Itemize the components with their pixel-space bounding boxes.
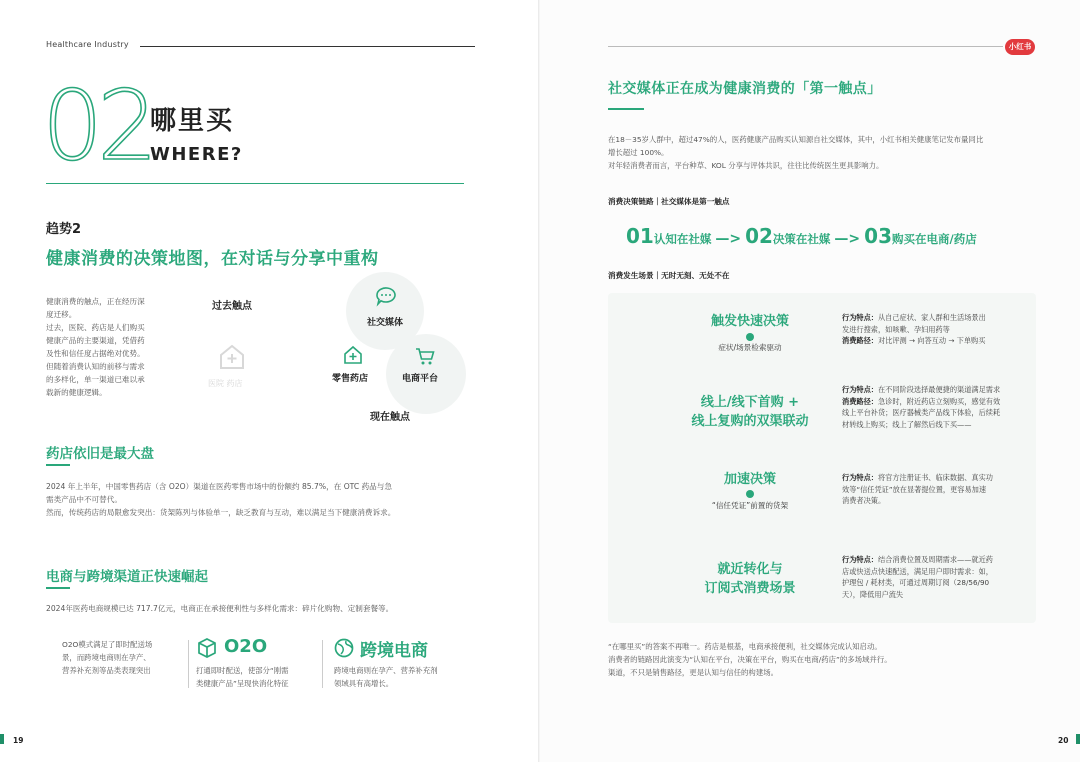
scenario-4-title: 就近转化与 订阅式消费场景 bbox=[704, 562, 796, 596]
step-2-text: 决策在社媒 bbox=[772, 232, 831, 246]
chapter-rule bbox=[46, 183, 464, 184]
scenario-1-dot bbox=[746, 333, 754, 341]
intro-paragraph: 健康消费的触点，正在经历深 度迁移。 过去，医院、药店是人们购买 健康产品的主要渠道，凭借药 及性和信任度占据绝对优势。 但随着消费认知的前移与需求 的多样化，单一渠道已难以承 载新的健康逻辑。 bbox=[46, 297, 145, 397]
node-retail-pharmacy: 零售药店 bbox=[332, 374, 369, 384]
xiaohongshu-badge: 小红书 bbox=[1005, 39, 1035, 55]
running-header: Healthcare Industry bbox=[46, 40, 129, 49]
touchpoint-map bbox=[160, 276, 460, 436]
scenario-2-desc: 行为特点：在不同阶段选择最便捷的渠道满足需求 消费路径：急诊时，附近药店立刻购买，感觉有效 线上平台补货；医疗器械类产品线下体验，后续耗 材转线上购买；线上了解然后线下买—— bbox=[842, 385, 1001, 429]
chain-label: 消费决策链路｜社交媒体是第一触点 bbox=[608, 197, 730, 206]
scenario-1-title: 触发快速决策 bbox=[710, 314, 789, 329]
step-3-text: 购买在电商/药店 bbox=[892, 232, 977, 246]
section-pharmacy-body: 2024 年上半年，中国零售药店（含 O2O）渠道在医药零售市场中的份额约 85.7%，在 OTC 药品与急 需类产品中不可替代。 然而，传统药店的局限愈发突出：货架陈列与体验单一，缺乏教育与互动，难以满足当下健康消费诉求。 bbox=[46, 482, 396, 517]
scenario-3-desc: 行为特点：将官方注册证书、临床数据、真实功 效等“信任凭证”放在显著提位置，更容易加速 消费者决策。 bbox=[842, 473, 993, 505]
old-node-label: 医院 药店 bbox=[208, 379, 243, 388]
crossborder-title: 跨境电商 bbox=[360, 641, 428, 661]
decision-chain bbox=[626, 224, 977, 248]
trend-label: 趋势2 bbox=[46, 222, 82, 237]
right-page bbox=[540, 0, 1080, 762]
section-ecommerce-title: 电商与跨境渠道正快速崛起 bbox=[46, 569, 208, 585]
header-rule-right bbox=[608, 46, 1003, 47]
node-ecommerce: 电商平台 bbox=[402, 374, 439, 384]
o2o-title: O2O bbox=[224, 636, 268, 657]
scenario-4-desc: 行为特点：结合消费位置及周期需求——就近药 店或快送点快速配送，满足用户即时需求：如， 护理包 / 耗材类，可通过周期订阅（28/56/90 天），降低用户流失 bbox=[842, 555, 993, 599]
step-1-number: 01 bbox=[626, 224, 654, 248]
chapter-title-en: WHERE? bbox=[150, 144, 243, 165]
step-3-number: 03 bbox=[864, 224, 892, 248]
header-rule bbox=[140, 46, 475, 47]
chapter-number: 02 bbox=[42, 70, 153, 182]
scenario-2-title: 线上/线下首购 + 线上复购的双渠联动 bbox=[691, 395, 809, 429]
node-social-media: 社交媒体 bbox=[367, 318, 404, 328]
scenario-3-sub: “信任凭证”前置的货架 bbox=[711, 501, 789, 510]
chapter-title-zh: 哪里买 bbox=[150, 106, 235, 136]
hospital-icon bbox=[212, 336, 252, 376]
section-ecommerce-body: 2024年医药电商规模已达 717.7亿元，电商正在承接便利性与多样化需求：碎片化购物、定制套餐等。 bbox=[46, 604, 394, 613]
col-divider-2 bbox=[322, 640, 323, 688]
section-pharmacy-title: 药店依旧是最大盘 bbox=[46, 446, 154, 462]
trend-title: 健康消费的决策地图，在对话与分享中重构 bbox=[46, 249, 379, 269]
step-1-text: 认知在社媒 bbox=[653, 232, 712, 246]
footer-marker-right bbox=[1076, 734, 1080, 744]
right-intro: 在18－35岁人群中，超过47%的人，医药健康产品购买认知源自社交媒体，其中，小红书相关健康笔记发布量同比 增长超过 100%。 对年轻消费者而言，平台种草、KOL 分享与评体共识，往往比传统医生更具影响力。 bbox=[608, 135, 984, 170]
step-2-number: 02 bbox=[745, 224, 773, 248]
scenario-3-title: 加速决策 bbox=[723, 472, 776, 487]
scenario-1-sub: 症状/场景检索驱动 bbox=[718, 343, 782, 352]
section-ecommerce-underline bbox=[46, 587, 70, 589]
scenario-1-desc: 行为特点：从自己症状、家人群和生活场景出 发进行搜索，如咳嗽、孕妇用药等 消费路径：对比评测 → 向答互动 → 下单购买 bbox=[842, 313, 986, 345]
right-title-underline bbox=[608, 108, 644, 110]
box-icon bbox=[196, 637, 218, 659]
footer-marker-left bbox=[0, 734, 4, 744]
now-touchpoint-label: 现在触点 bbox=[370, 412, 410, 423]
page-number-right: 20 bbox=[1058, 736, 1069, 745]
globe-icon bbox=[333, 637, 355, 659]
col-divider-1 bbox=[188, 640, 189, 688]
scenario-3-dot bbox=[746, 490, 754, 498]
scene-label: 消费发生场景｜无时无刻、无处不在 bbox=[608, 271, 730, 280]
pharmacy-icon bbox=[342, 344, 364, 366]
past-touchpoint-label: 过去触点 bbox=[212, 301, 252, 312]
page-number-left: 19 bbox=[13, 736, 24, 745]
o2o-body: 打通即时配送，使部分“刚需 类健康产品”呈现快消化特征 bbox=[196, 666, 289, 688]
chat-icon bbox=[375, 286, 397, 308]
crossborder-body: 跨境电商则在孕产、营养补充剂 领域具有高增长。 bbox=[334, 666, 438, 688]
closing-paragraph: “在哪里买”的答案不再唯一。药店是根基，电商承接便利，社交媒体完成认知启动。 消费者的链路因此演变为“认知在平台，决策在平台，购买在电商/药店”的多场域并行。 渠道，不只是销售路径，更是认知与信任的构建场。 bbox=[608, 642, 892, 677]
cart-icon bbox=[414, 346, 436, 368]
channel-note: O2O模式满足了即时配送场 景，而跨境电商则在孕产、 营养补充剂等品类表现突出 bbox=[62, 640, 153, 675]
section-pharmacy-underline bbox=[46, 464, 70, 466]
chain-arrow: —> bbox=[834, 231, 861, 247]
right-title: 社交媒体正在成为健康消费的「第一触点」 bbox=[608, 81, 882, 97]
chain-arrow: —> bbox=[715, 231, 742, 247]
